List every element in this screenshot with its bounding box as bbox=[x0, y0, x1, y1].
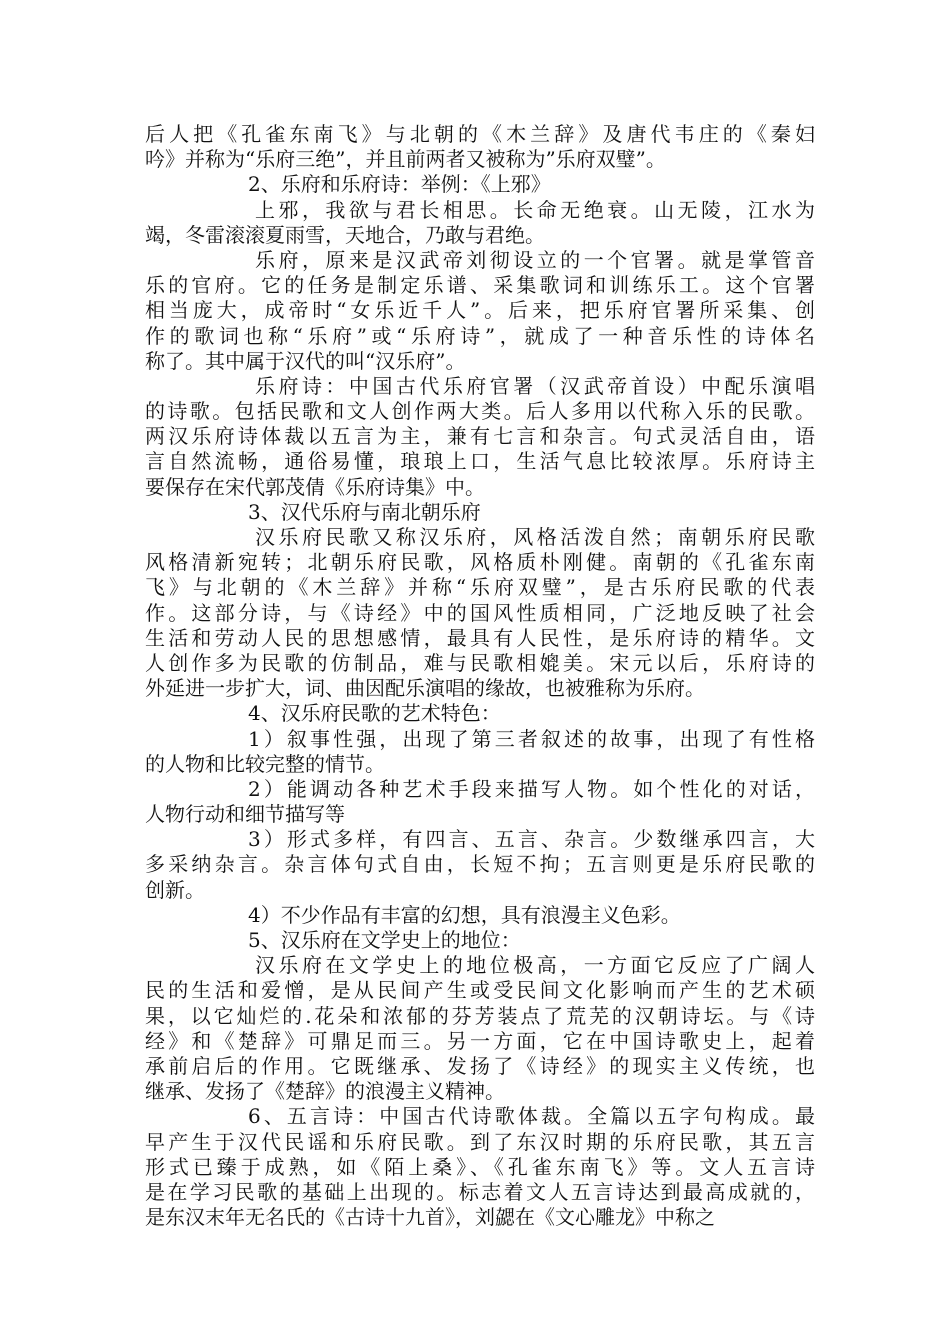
text-line: 的人物和比较完整的情节。 bbox=[145, 751, 385, 776]
text-line: 承前启后的作用。它既继承、发扬了《诗经》的现实主义传统，也 bbox=[145, 1053, 815, 1078]
text-line: 乐府诗：中国古代乐府官署（汉武帝首设）中配乐演唱 bbox=[255, 373, 815, 398]
text-line: 要保存在宋代郭茂倩《乐府诗集》中。 bbox=[145, 474, 485, 499]
text-line: 继承、发扬了《楚辞》的浪漫主义精神。 bbox=[145, 1079, 505, 1104]
text-line: 6、五言诗：中国古代诗歌体裁。全篇以五字句构成。最 bbox=[248, 1104, 815, 1129]
text-line: 吟》并称为“乐府三绝”，并且前两者又被称为”乐府双璧”。 bbox=[145, 147, 666, 172]
text-line: 作的歌词也称“乐府”或“乐府诗”，就成了一种音乐性的诗体名 bbox=[145, 323, 815, 348]
text-line: 外延进一步扩大，词、曲因配乐演唱的缘故，也被雅称为乐府。 bbox=[145, 676, 705, 701]
text-line: 人创作多为民歌的仿制品，难与民歌相媲美。宋元以后，乐府诗的 bbox=[145, 650, 815, 675]
section-heading bbox=[145, 500, 815, 525]
section-heading bbox=[145, 172, 815, 197]
text-line: 称了。其中属于汉代的叫“汉乐府”。 bbox=[145, 348, 466, 373]
text-line: 4）不少作品有丰富的幻想，具有浪漫主义色彩。 bbox=[248, 902, 681, 927]
text-line: 乐府，原来是汉武帝刘彻设立的一个官署。就是掌管音 bbox=[255, 247, 815, 272]
text-line: 的诗歌。包括民歌和文人创作两大类。后人多用以代称入乐的民歌。 bbox=[145, 399, 815, 424]
paragraph bbox=[145, 777, 815, 827]
text-line: 竭，冬雷滚滚夏雨雪，天地合，乃敢与君绝。 bbox=[145, 222, 545, 247]
text-line: 汉乐府在文学史上的地位极高，一方面它反应了广阔人 bbox=[255, 953, 815, 978]
paragraph bbox=[145, 903, 815, 928]
paragraph bbox=[145, 1104, 815, 1230]
text-line: 人物行动和细节描写等 bbox=[145, 802, 345, 827]
paragraph bbox=[145, 198, 815, 248]
text-line: 相当庞大，成帝时“女乐近千人”。后来，把乐府官署所采集、创 bbox=[145, 298, 815, 323]
text-line: 飞》与北朝的《木兰辞》并称“乐府双璧”，是古乐府民歌的代表 bbox=[145, 575, 815, 600]
paragraph bbox=[145, 953, 815, 1104]
text-line: 是在学习民歌的基础上出现的。标志着文人五言诗达到最高成就的， bbox=[145, 1179, 815, 1204]
text-line: 3、汉代乐府与南北朝乐府 bbox=[248, 499, 481, 524]
text-line: 民的生活和爱憎，是从民间产生或受民间文化影响而产生的艺术硕 bbox=[145, 978, 815, 1003]
text-line: 乐的官府。它的任务是制定乐谱、采集歌词和训练乐工。这个官署 bbox=[145, 273, 815, 298]
text-line: 5、汉乐府在文学史上的地位： bbox=[248, 928, 521, 952]
paragraph bbox=[145, 374, 815, 500]
text-line: 上邪，我欲与君长相思。长命无绝衰。山无陵，江水为 bbox=[255, 197, 815, 222]
text-line: 后人把《孔雀东南飞》与北朝的《木兰辞》及唐代韦庄的《秦妇 bbox=[145, 122, 815, 146]
text-line: 3）形式多样，有四言、五言、杂言。少数继承四言，大 bbox=[248, 827, 815, 852]
text-line: 是东汉末年无名氏的《古诗十九首》，刘勰在《文心雕龙》中称之 bbox=[145, 1205, 715, 1230]
text-line: 2）能调动各种艺术手段来描写人物。如个性化的对话， bbox=[248, 776, 815, 801]
text-line: 多采纳杂言。杂言体句式自由，长短不拘；五言则更是乐府民歌的 bbox=[145, 852, 815, 877]
paragraph bbox=[145, 122, 815, 172]
text-line: 作。这部分诗，与《诗经》中的国风性质相同，广泛地反映了社会 bbox=[145, 600, 815, 625]
text-line: 2、乐府和乐府诗：举例：《上邪》 bbox=[248, 172, 551, 197]
paragraph bbox=[145, 248, 815, 374]
text-line: 创新。 bbox=[145, 877, 205, 902]
text-line: 风格清新宛转；北朝乐府民歌，风格质朴刚健。南朝的《孔雀东南 bbox=[145, 550, 815, 575]
text-line: 4、汉乐府民歌的艺术特色： bbox=[248, 701, 501, 726]
section-heading bbox=[145, 928, 815, 953]
paragraph bbox=[145, 727, 815, 777]
paragraph bbox=[145, 827, 815, 903]
section-heading bbox=[145, 701, 815, 726]
text-line: 果，以它灿烂的.花朵和浓郁的芬芳装点了荒芜的汉朝诗坛。与《诗 bbox=[145, 1003, 815, 1028]
text-line: 形式已臻于成熟，如《陌上桑》、《孔雀东南飞》等。文人五言诗 bbox=[145, 1154, 815, 1179]
text-line: 言自然流畅，通俗易懂，琅琅上口，生活气息比较浓厚。乐府诗主 bbox=[145, 449, 815, 474]
document-body bbox=[145, 122, 815, 1230]
text-line: 生活和劳动人民的思想感情，最具有人民性，是乐府诗的精华。文 bbox=[145, 625, 815, 650]
text-line: 早产生于汉代民谣和乐府民歌。到了东汉时期的乐府民歌，其五言 bbox=[145, 1129, 815, 1154]
text-line: 1）叙事性强，出现了第三者叙述的故事，出现了有性格 bbox=[248, 726, 815, 751]
text-line: 汉乐府民歌又称汉乐府，风格活泼自然；南朝乐府民歌 bbox=[255, 525, 815, 549]
text-line: 两汉乐府诗体裁以五言为主，兼有七言和杂言。句式灵活自由，语 bbox=[145, 424, 815, 449]
text-line: 经》和《楚辞》可鼎足而三。另一方面，它在中国诗歌史上，起着 bbox=[145, 1028, 815, 1053]
paragraph bbox=[145, 525, 815, 701]
